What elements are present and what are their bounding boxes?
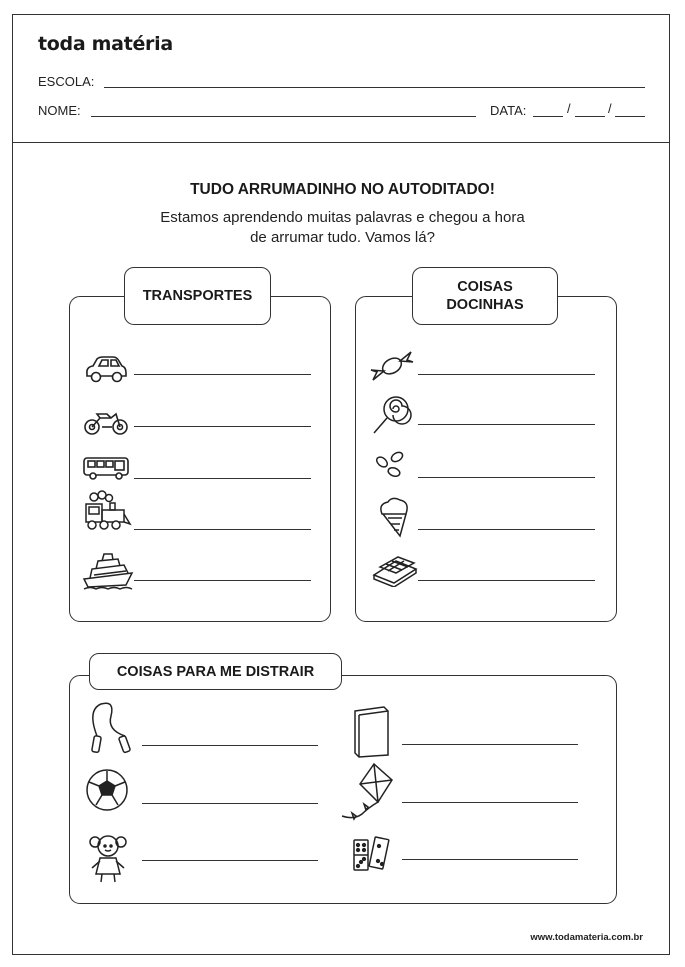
chocolate-icon (370, 553, 418, 587)
docinhos-label: COISAS DOCINHAS (412, 267, 558, 325)
answer-line[interactable] (402, 802, 578, 803)
jellybeans-icon (372, 448, 408, 482)
answer-line[interactable] (142, 803, 318, 804)
instruction-line-2: de arrumar tudo. Vamos lá? (250, 229, 435, 246)
dominoes-icon (350, 834, 396, 874)
kite-icon (338, 762, 396, 822)
ship-icon (82, 551, 134, 591)
answer-line[interactable] (134, 529, 311, 530)
date-month-field[interactable] (575, 116, 605, 117)
ice-cream-icon (374, 494, 414, 540)
answer-line[interactable] (418, 529, 595, 530)
answer-line[interactable] (418, 424, 595, 425)
date-separator: / (567, 101, 571, 116)
ball-icon (84, 767, 130, 813)
candy-icon (369, 346, 415, 386)
worksheet-title: TUDO ARRUMADINHO NO AUTODITADO! (190, 181, 495, 198)
answer-line[interactable] (418, 477, 595, 478)
book-icon (350, 703, 392, 759)
date-day-field[interactable] (533, 116, 563, 117)
date-year-field[interactable] (615, 116, 645, 117)
doll-icon (86, 830, 130, 884)
lollipop-icon (370, 393, 414, 437)
date-separator: / (608, 101, 612, 116)
transportes-label: TRANSPORTES (124, 267, 271, 325)
brand-logo: toda matéria (38, 33, 173, 55)
name-field[interactable] (91, 116, 476, 117)
answer-line[interactable] (134, 374, 311, 375)
answer-line[interactable] (402, 744, 578, 745)
motorcycle-icon (83, 408, 129, 436)
website-url: www.todamateria.com.br (530, 932, 643, 943)
instruction-line-1: Estamos aprendendo muitas palavras e chegou a hora (160, 209, 525, 226)
train-icon (82, 490, 132, 532)
answer-line[interactable] (418, 374, 595, 375)
school-field[interactable] (104, 87, 645, 88)
answer-line[interactable] (402, 859, 578, 860)
answer-line[interactable] (418, 580, 595, 581)
answer-line[interactable] (142, 745, 318, 746)
name-label: NOME: (38, 103, 81, 118)
answer-line[interactable] (134, 478, 311, 479)
distrair-label: COISAS PARA ME DISTRAIR (89, 653, 342, 690)
answer-line[interactable] (142, 860, 318, 861)
bus-icon (82, 455, 130, 481)
jump-rope-icon (85, 700, 135, 756)
school-label: ESCOLA: (38, 74, 95, 89)
answer-line[interactable] (134, 580, 311, 581)
answer-line[interactable] (134, 426, 311, 427)
car-icon (84, 354, 128, 384)
header-divider (12, 142, 670, 143)
date-label: DATA: (490, 103, 527, 118)
